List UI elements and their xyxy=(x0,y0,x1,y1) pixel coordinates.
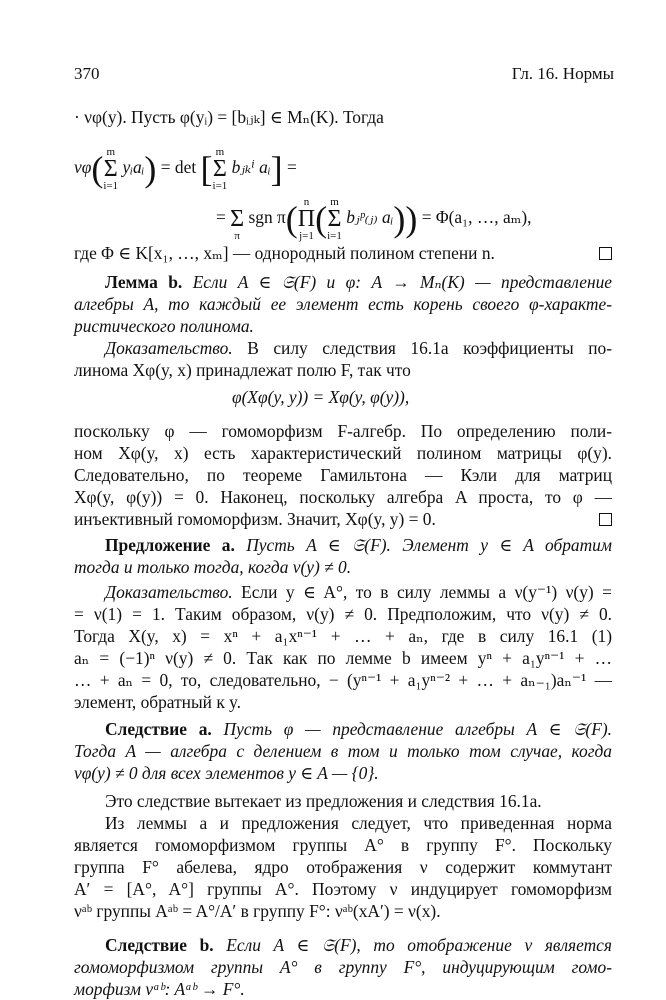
proposition-title: Предложение а. xyxy=(105,535,235,555)
formula-line: = Σ π sgn π( n Π j=1( m Σ i=1 bⱼᵖ₍ⱼ₎ aᵢ)) = Φ(a₁, …, aₘ), xyxy=(216,196,532,242)
proposition-text: Пусть A ∈ 𝔖(F). Элемент y ∈ A обратим xyxy=(246,535,612,555)
formula-text: sgn π xyxy=(248,207,286,227)
text-line xyxy=(74,508,612,530)
proof-text: Следовательно, по теореме Гамильтона — Кэли для матриц xyxy=(74,465,612,485)
formula-text: yᵢaᵢ xyxy=(122,157,145,177)
proof-line xyxy=(105,337,612,359)
lemma-text: Если A ∈ 𝔖(F) и φ: A → Mₙ(K) — представление xyxy=(192,272,612,292)
proof-text: ном Xφ(y, x) есть характеристический полином матрицы φ(y). xyxy=(74,443,612,463)
formula-text: = xyxy=(286,157,297,177)
proof-text: aₙ = (−1)ⁿ ν(y) ≠ 0. Так как по лемме b имеем yⁿ + a₁yⁿ⁻¹ + … xyxy=(74,648,612,668)
text-line xyxy=(74,242,612,264)
proposition-line xyxy=(105,534,612,556)
qed-icon xyxy=(599,513,612,526)
paragraph-text: группа F° абелева, ядро отображения ν содержит коммутант xyxy=(74,857,612,877)
page-number: 370 xyxy=(74,64,100,83)
proof-text: элемент, обратный к y. xyxy=(74,692,242,712)
paragraph-text: νᵃᵇ группы Aᵃᵇ = A°/A′ в группу F°: νᵃᵇ(xA′) = ν(x). xyxy=(74,901,441,921)
corollary-title: Следствие а. xyxy=(105,719,212,739)
proof-text: Если y ∈ A°, то в силу леммы а ν(y⁻¹) ν(y) = xyxy=(241,582,612,602)
formula-text: bⱼᵖ₍ⱼ₎ aᵢ xyxy=(346,207,394,227)
corollary-text: гомоморфизмом группы A° в группу F°, индуцирующим гомо- xyxy=(74,957,612,977)
text-line: · νφ(y). Пусть φ(yᵢ) = [bᵢⱼₖ] ∈ Mₙ(K). Тогда xyxy=(74,107,384,127)
corollary-line xyxy=(105,934,612,956)
proof-text: линома Xφ(y, x) принадлежат полю F, так что xyxy=(74,360,411,380)
paragraph-text: является гомоморфизмом группы A° в группу F°. Поскольку xyxy=(74,835,612,855)
running-header: Гл. 16. Нормы xyxy=(511,64,614,83)
corollary-text: Если A ∈ 𝔖(F), то отображение ν является xyxy=(226,935,612,955)
formula-text: = xyxy=(216,207,231,227)
qed-icon xyxy=(599,247,612,260)
proof-text: инъективный гомоморфизм. Значит, Xφ(y, y) = 0. xyxy=(74,509,436,529)
formula-line: νφ( m Σ i=1 yᵢaᵢ) = det [ m Σ i=1 bⱼₖⁱ aᵢ] = xyxy=(74,146,297,192)
paragraph-text: Из леммы а и предложения следует, что приведенная норма xyxy=(105,813,612,833)
formula-text: bⱼₖⁱ aᵢ xyxy=(231,157,271,177)
lemma-title: Лемма b. xyxy=(105,272,183,292)
formula-text: = det xyxy=(160,157,197,177)
proof-title: Доказательство. xyxy=(105,582,233,602)
proof-text: = ν(1) = 1. Таким образом, ν(y) ≠ 0. Предположим, что ν(y) ≠ 0. xyxy=(74,604,612,624)
text-span: где Φ ∈ K[x₁, …, xₘ] — однородный полином степени n. xyxy=(74,243,495,263)
formula-text: φ(Xφ(y, y)) = Xφ(y, φ(y)), xyxy=(232,387,410,407)
corollary-text: Пусть φ — представление алгебры A ∈ 𝔖(F). xyxy=(223,719,612,739)
lemma-text: алгебры A, то каждый ее элемент есть корень своего φ-характе- xyxy=(74,294,612,314)
proof-title: Доказательство. xyxy=(105,338,233,358)
formula-text: νφ xyxy=(74,157,92,177)
proof-text: В силу следствия 16.1а коэффициенты по- xyxy=(247,338,612,358)
proof-text: Тогда X(y, x) = xⁿ + a₁xⁿ⁻¹ + … + aₙ, где в силу 16.1 (1) xyxy=(74,626,612,646)
corollary-line xyxy=(105,718,612,740)
corollary-title: Следствие b. xyxy=(105,935,214,955)
proof-line xyxy=(105,581,612,603)
proof-text: … + aₙ = 0, то, следовательно, − (yⁿ⁻¹ + a₁yⁿ⁻² + … + aₙ₋₁)aₙ⁻¹ — xyxy=(74,670,612,690)
formula-text: = Φ(a₁, …, aₘ), xyxy=(421,207,532,227)
corollary-text: морфизм νᵃᵇ: Aᵃᵇ → F°. xyxy=(74,979,245,999)
paragraph-text: Это следствие вытекает из предложения и следствия 16.1а. xyxy=(105,791,542,811)
paragraph-text: A′ = [A°, A°] группы A°. Поэтому ν индуцирует гомоморфизм xyxy=(74,879,612,899)
lemma-b-line xyxy=(105,271,612,293)
proof-text: Xφ(y, φ(y)) = 0. Наконец, поскольку алгебра A проста, то φ — xyxy=(74,487,612,507)
lemma-text: ристического полинома. xyxy=(74,316,254,336)
corollary-text: Тогда A — алгебра с делением в том и только том случае, когда xyxy=(74,741,612,761)
corollary-text: νφ(y) ≠ 0 для всех элементов y ∈ A — {0}. xyxy=(74,763,379,783)
proof-text: поскольку φ — гомоморфизм F-алгебр. По определению поли- xyxy=(74,421,612,441)
proposition-text: тогда и только тогда, когда ν(y) ≠ 0. xyxy=(74,557,352,577)
